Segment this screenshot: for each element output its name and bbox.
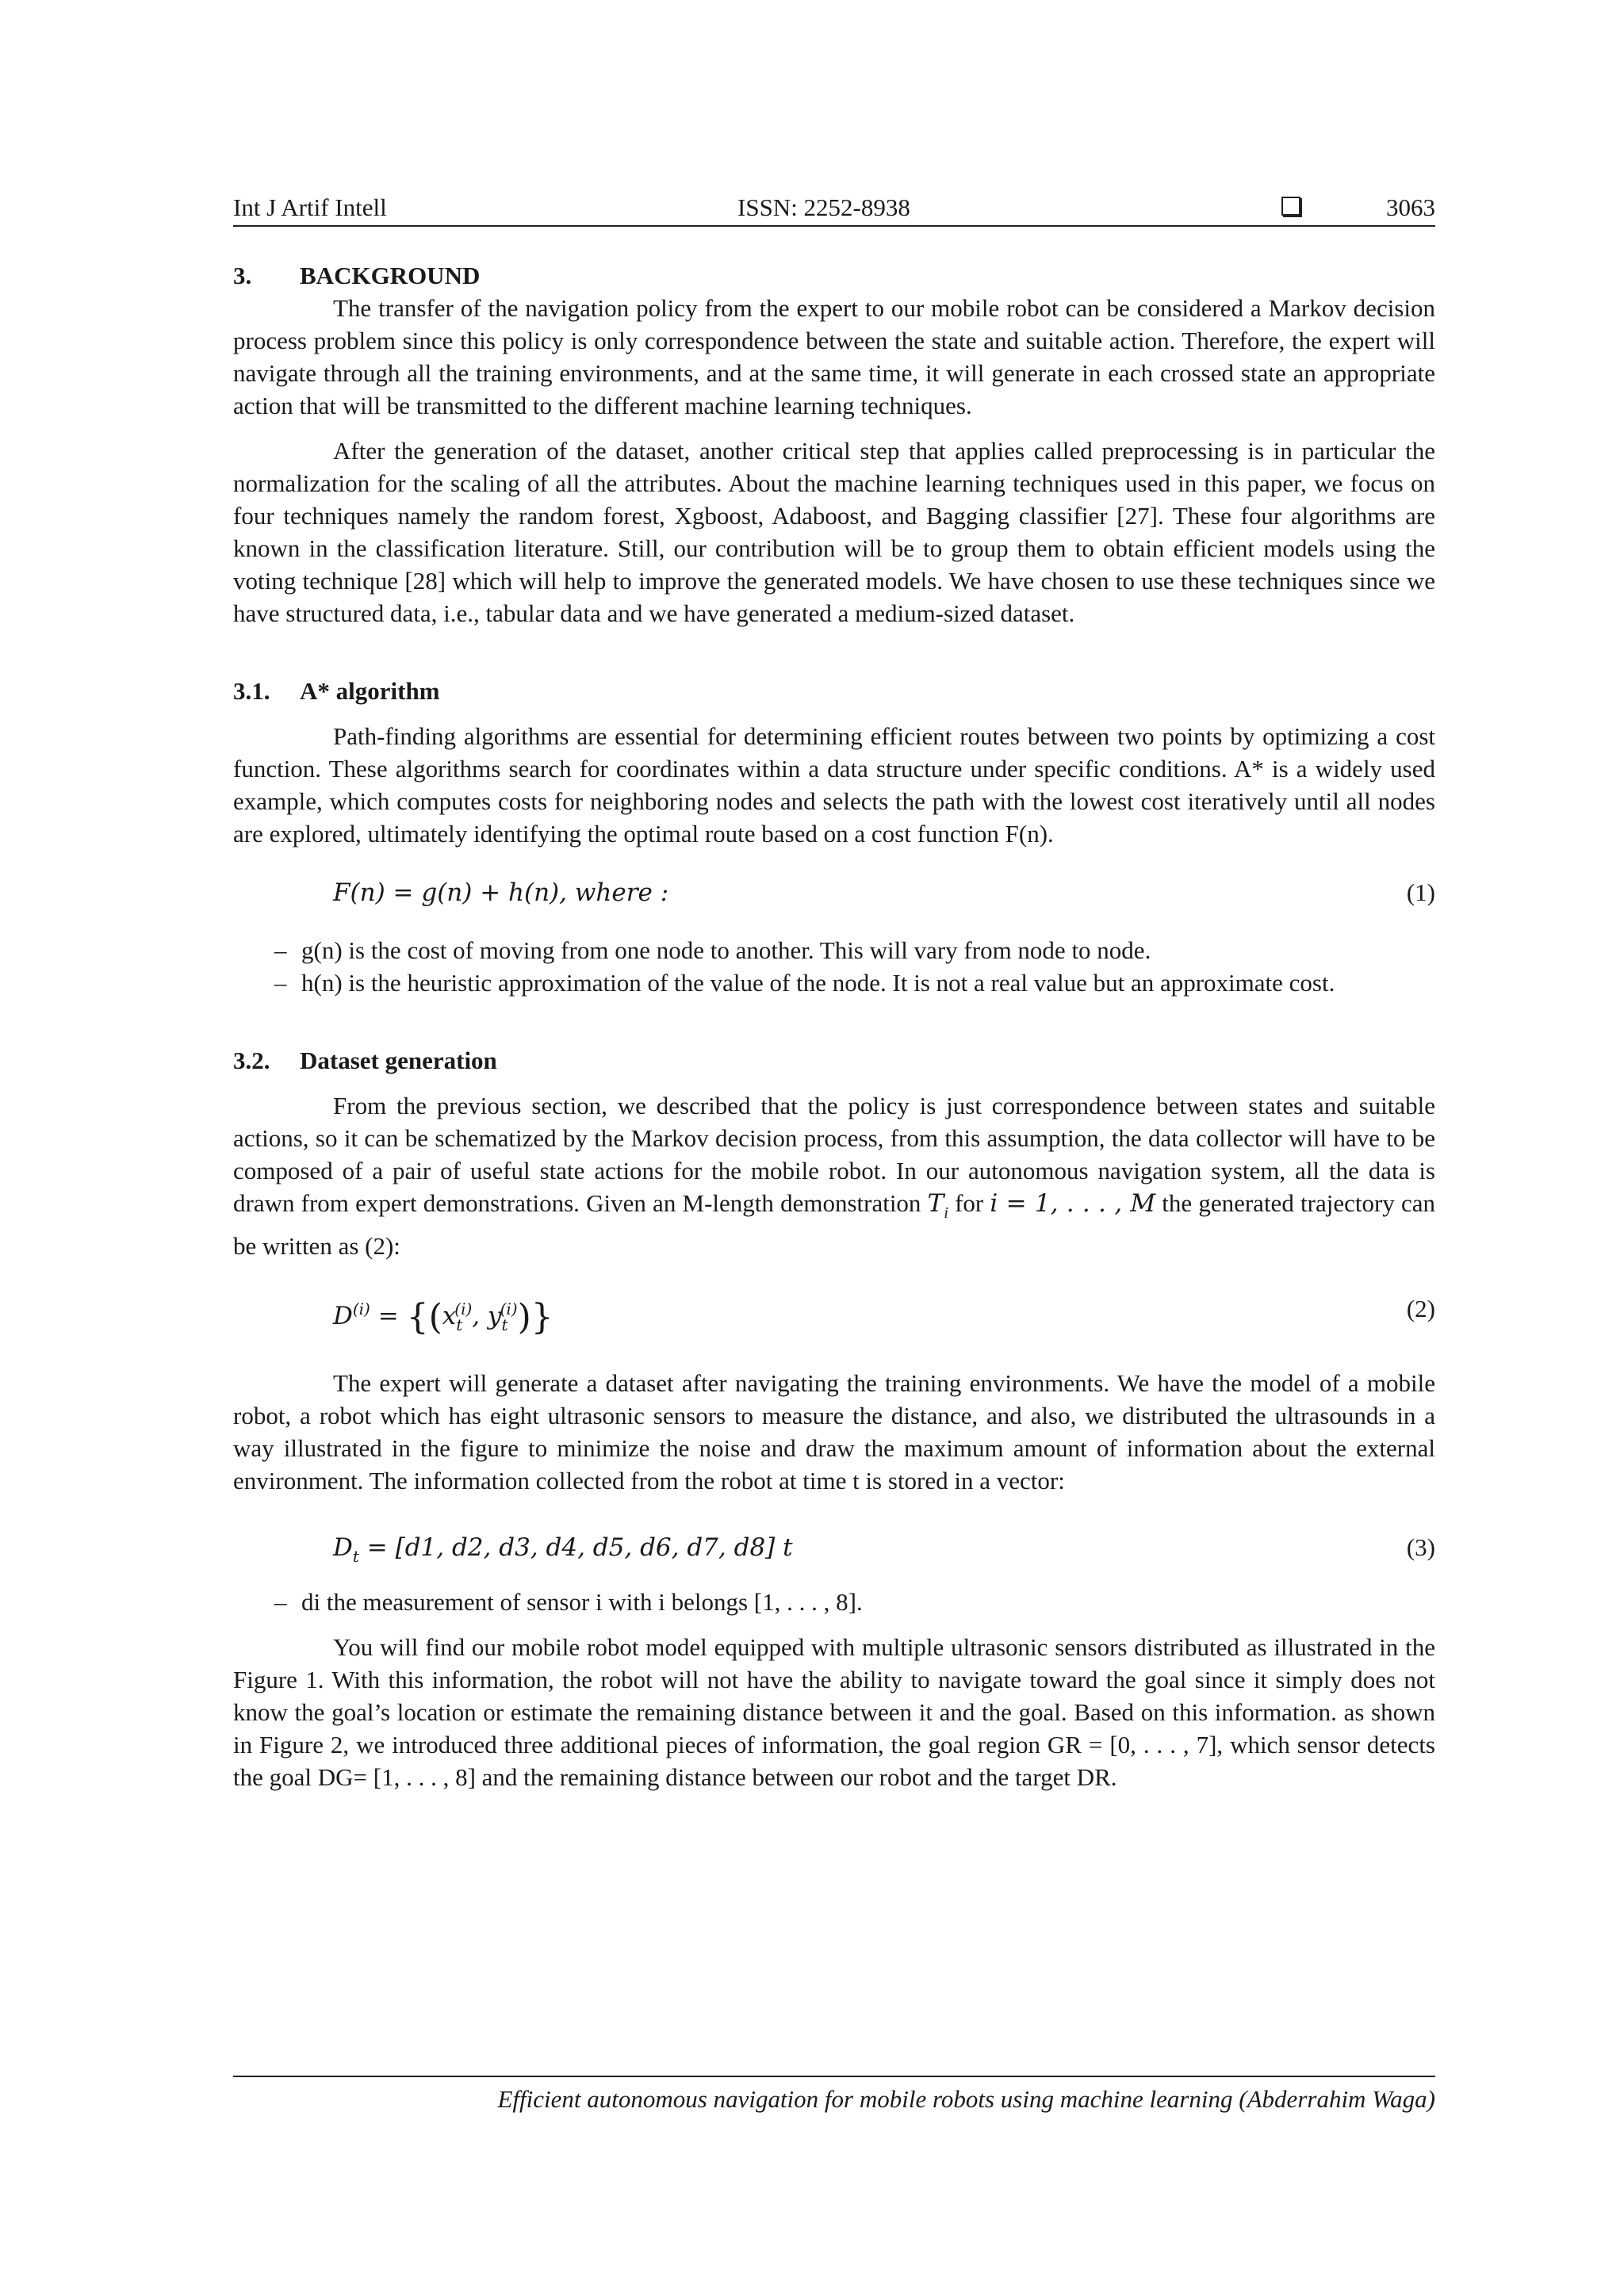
subsection-title: Dataset generation [300, 1047, 497, 1074]
paragraph: The transfer of the navigation policy from the expert to our mobile robot can be considered a Markov decision process problem since this policy is only correspondence between the state and suitable action. Therefore, the expert will navigate through all the training environments, and at the same time, it will generate in each crossed state an appropriate action that will be transmitted to the different machine learning techniques. [233, 294, 1435, 419]
running-footer: Efficient autonomous navigation for mobile robots using machine learning (Abderrahim Waga) [497, 2085, 1435, 2113]
list-item: – g(n) is the cost of moving from one node to another. This will vary from node to node. [233, 934, 1435, 966]
subsection-title: A* algorithm [300, 677, 440, 705]
journal-name: Int J Artif Intell [233, 193, 387, 221]
equation-formula: $D_t = [d1$, d2, d3, d4, d5, d6, d7, d8] t [333, 1533, 793, 1566]
paragraph: Path-finding algorithms are essential for determining efficient routes between two points by optimizing a cost function. These algorithms search for coordinates within a data structure under specific conditions. A* is a widely used example, which computes costs for neighboring nodes and selects the path with the lowest cost iteratively until all nodes are explored, ultimately identifying the optimal route based on a cost function F(n). [233, 722, 1435, 848]
bullet-list [233, 934, 1435, 999]
page-number: 3063 [1386, 193, 1435, 221]
equation-formula: $D^{(i)} = \{(x_t^{(i)}$, $y_t^{(i)}$)} [333, 1297, 553, 1337]
list-item: – h(n) is the heuristic approximation of the value of the node. It is not a real value but an approximate cost. [233, 966, 1435, 999]
footer-divider [233, 2076, 1435, 2077]
subsection-number: 3.2. [233, 1047, 270, 1074]
subsection-number: 3.1. [233, 677, 270, 705]
page-body [233, 260, 1435, 1793]
paragraph: You will find our mobile robot model equipped with multiple ultrasonic sensors distributed as illustrated in the Figure 1. With this information, the robot will not have the ability to navigate toward the goal since it simply does not know the goal’s location or estimate the remaining distance between it and the goal. Based on this information. as shown in Figure 2, we introduced three additional pieces of information, the goal region GR = [0, . . . , 7], which sensor detects the goal DG= [1, . . . , 8] and the remaining distance between our robot and the target DR. [233, 1633, 1435, 1791]
running-header [233, 190, 1435, 227]
paragraph: The expert will generate a dataset after navigating the training environments. We have the model of a mobile robot, a robot which has eight ultrasonic sensors to measure the distance, and also, we distributed the ultrasounds in a way illustrated in the figure to minimize the noise and draw the maximum amount of information about the external environment. The information collected from the robot at time t is stored in a vector: [233, 1369, 1435, 1494]
equation-2 [233, 1281, 1435, 1337]
square-icon [1281, 197, 1300, 216]
section-number: 3. [233, 262, 252, 289]
equation-number: (1) [1406, 878, 1435, 906]
paragraph: From the previous section, we described that the policy is just correspondence between states and suitable actions, so it can be schematized by the Markov decision process, from this assumption, the data collector will have to be composed of a pair of useful state actions for the mobile robot. In our autonomous navigation system, all the data is drawn from expert demonstrations. Given an M-length demonstration $T_i$ for i = 1, . . . , M the generated trajectory can be written as (2): [233, 1092, 1435, 1260]
issn: ISSN: 2252-8938 [737, 193, 910, 221]
equation-number: (3) [1406, 1533, 1435, 1561]
section-heading [233, 260, 1435, 292]
equation-number: (2) [1406, 1295, 1435, 1322]
section-title: BACKGROUND [300, 262, 481, 289]
subsection-heading [233, 675, 1435, 707]
list-item: – di the measurement of sensor i with i belongs [1, . . . , 8]. [233, 1586, 1435, 1618]
subsection-heading [233, 1045, 1435, 1077]
bullet-list [233, 1586, 1435, 1618]
equation-3 [233, 1524, 1435, 1571]
equation-1 [233, 869, 1435, 916]
paragraph: After the generation of the dataset, another critical step that applies called preprocessing is in particular the normalization for the scaling of all the attributes. About the machine learning techniques used in this paper, we focus on four techniques namely the random forest, Xgboost, Adaboost, and Bagging classifier [27]. These four algorithms are known in the classification literature. Still, our contribution will be to group them to obtain efficient models using the voting technique [28] which will help to improve the generated models. We have chosen to use these techniques since we have structured data, i.e., tabular data and we have generated a medium-sized dataset. [233, 437, 1435, 627]
equation-text: F(n) = g(n) + h(n), where : [333, 878, 669, 907]
